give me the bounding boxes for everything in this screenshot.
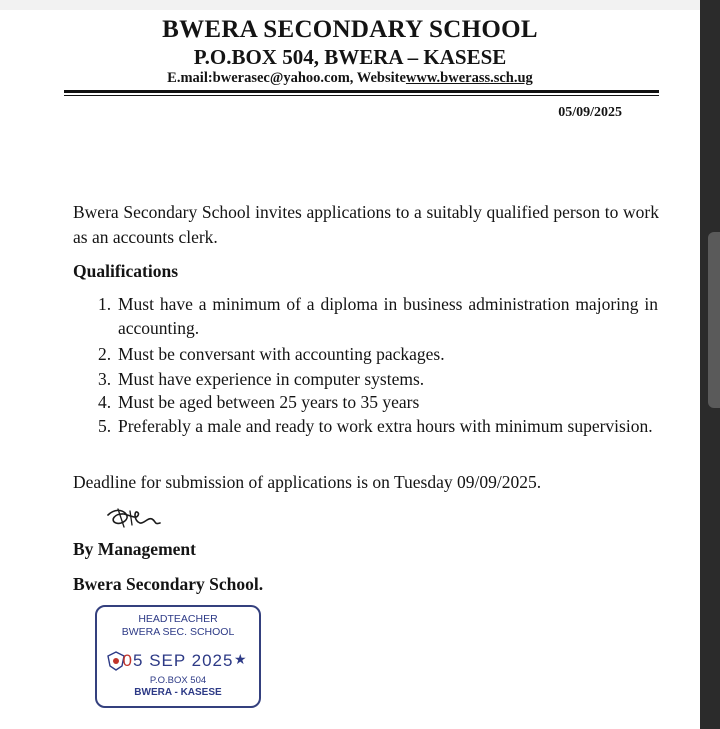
requirement-item bbox=[98, 292, 658, 340]
contact-website: www.bwerass.sch.ug bbox=[405, 70, 533, 86]
header-rule-thick bbox=[64, 90, 659, 93]
requirement-text: Must be conversant with accounting packages. bbox=[118, 344, 445, 364]
deadline-text: Deadline for submission of applications is on Tuesday 09/09/2025. bbox=[73, 472, 542, 492]
stamp-school: BWERA SEC. SCHOOL bbox=[121, 626, 235, 638]
official-stamp bbox=[95, 605, 261, 708]
header-rule-thin bbox=[64, 95, 659, 96]
intro-paragraph: Bwera Secondary School invites applications to a suitably qualified person to work as an accounts clerk. bbox=[73, 202, 659, 247]
requirement-number: 5. bbox=[98, 416, 112, 436]
star-icon: ★ bbox=[234, 651, 247, 667]
scrollbar-thumb[interactable] bbox=[708, 232, 720, 408]
stamp-pobox: P.O.BOX 504 bbox=[149, 675, 207, 686]
requirement-number: 1. bbox=[98, 294, 112, 314]
requirement-item bbox=[98, 414, 658, 438]
requirement-text: Preferably a male and ready to work extra hours with minimum supervision. bbox=[118, 416, 653, 436]
requirement-text: Must have a minimum of a diploma in business administration majoring in accounting. bbox=[118, 294, 658, 338]
signature-mark bbox=[104, 505, 164, 535]
school-name-heading: BWERA SECONDARY SCHOOL bbox=[162, 16, 538, 43]
contact-email: E.mail:bwerasec@yahoo.com, Website bbox=[167, 70, 406, 86]
requirement-item bbox=[98, 390, 658, 414]
school-contact bbox=[0, 70, 700, 87]
stamp-title: HEADTEACHER bbox=[138, 613, 218, 625]
school-address: P.O.BOX 504, BWERA – KASESE bbox=[193, 45, 507, 69]
requirement-item bbox=[98, 367, 658, 391]
page-top-edge bbox=[0, 0, 700, 10]
signoff-by: By Management bbox=[73, 539, 196, 559]
requirement-number: 2. bbox=[98, 344, 112, 364]
stamp-date-rest: 5 SEP 2025 bbox=[133, 651, 234, 670]
requirement-number: 4. bbox=[98, 392, 112, 412]
stamp-location: BWERA - KASESE bbox=[134, 687, 222, 698]
requirement-text: Must be aged between 25 years to 35 years bbox=[118, 392, 420, 412]
qualifications-heading: Qualifications bbox=[73, 261, 179, 281]
requirement-item bbox=[98, 342, 658, 366]
signoff-school: Bwera Secondary School. bbox=[73, 574, 264, 594]
requirement-number: 3. bbox=[98, 369, 112, 389]
letter-date: 05/09/2025 bbox=[558, 105, 622, 120]
stamp-date-day: 0 bbox=[122, 651, 134, 670]
requirement-text: Must have experience in computer systems. bbox=[118, 369, 425, 389]
